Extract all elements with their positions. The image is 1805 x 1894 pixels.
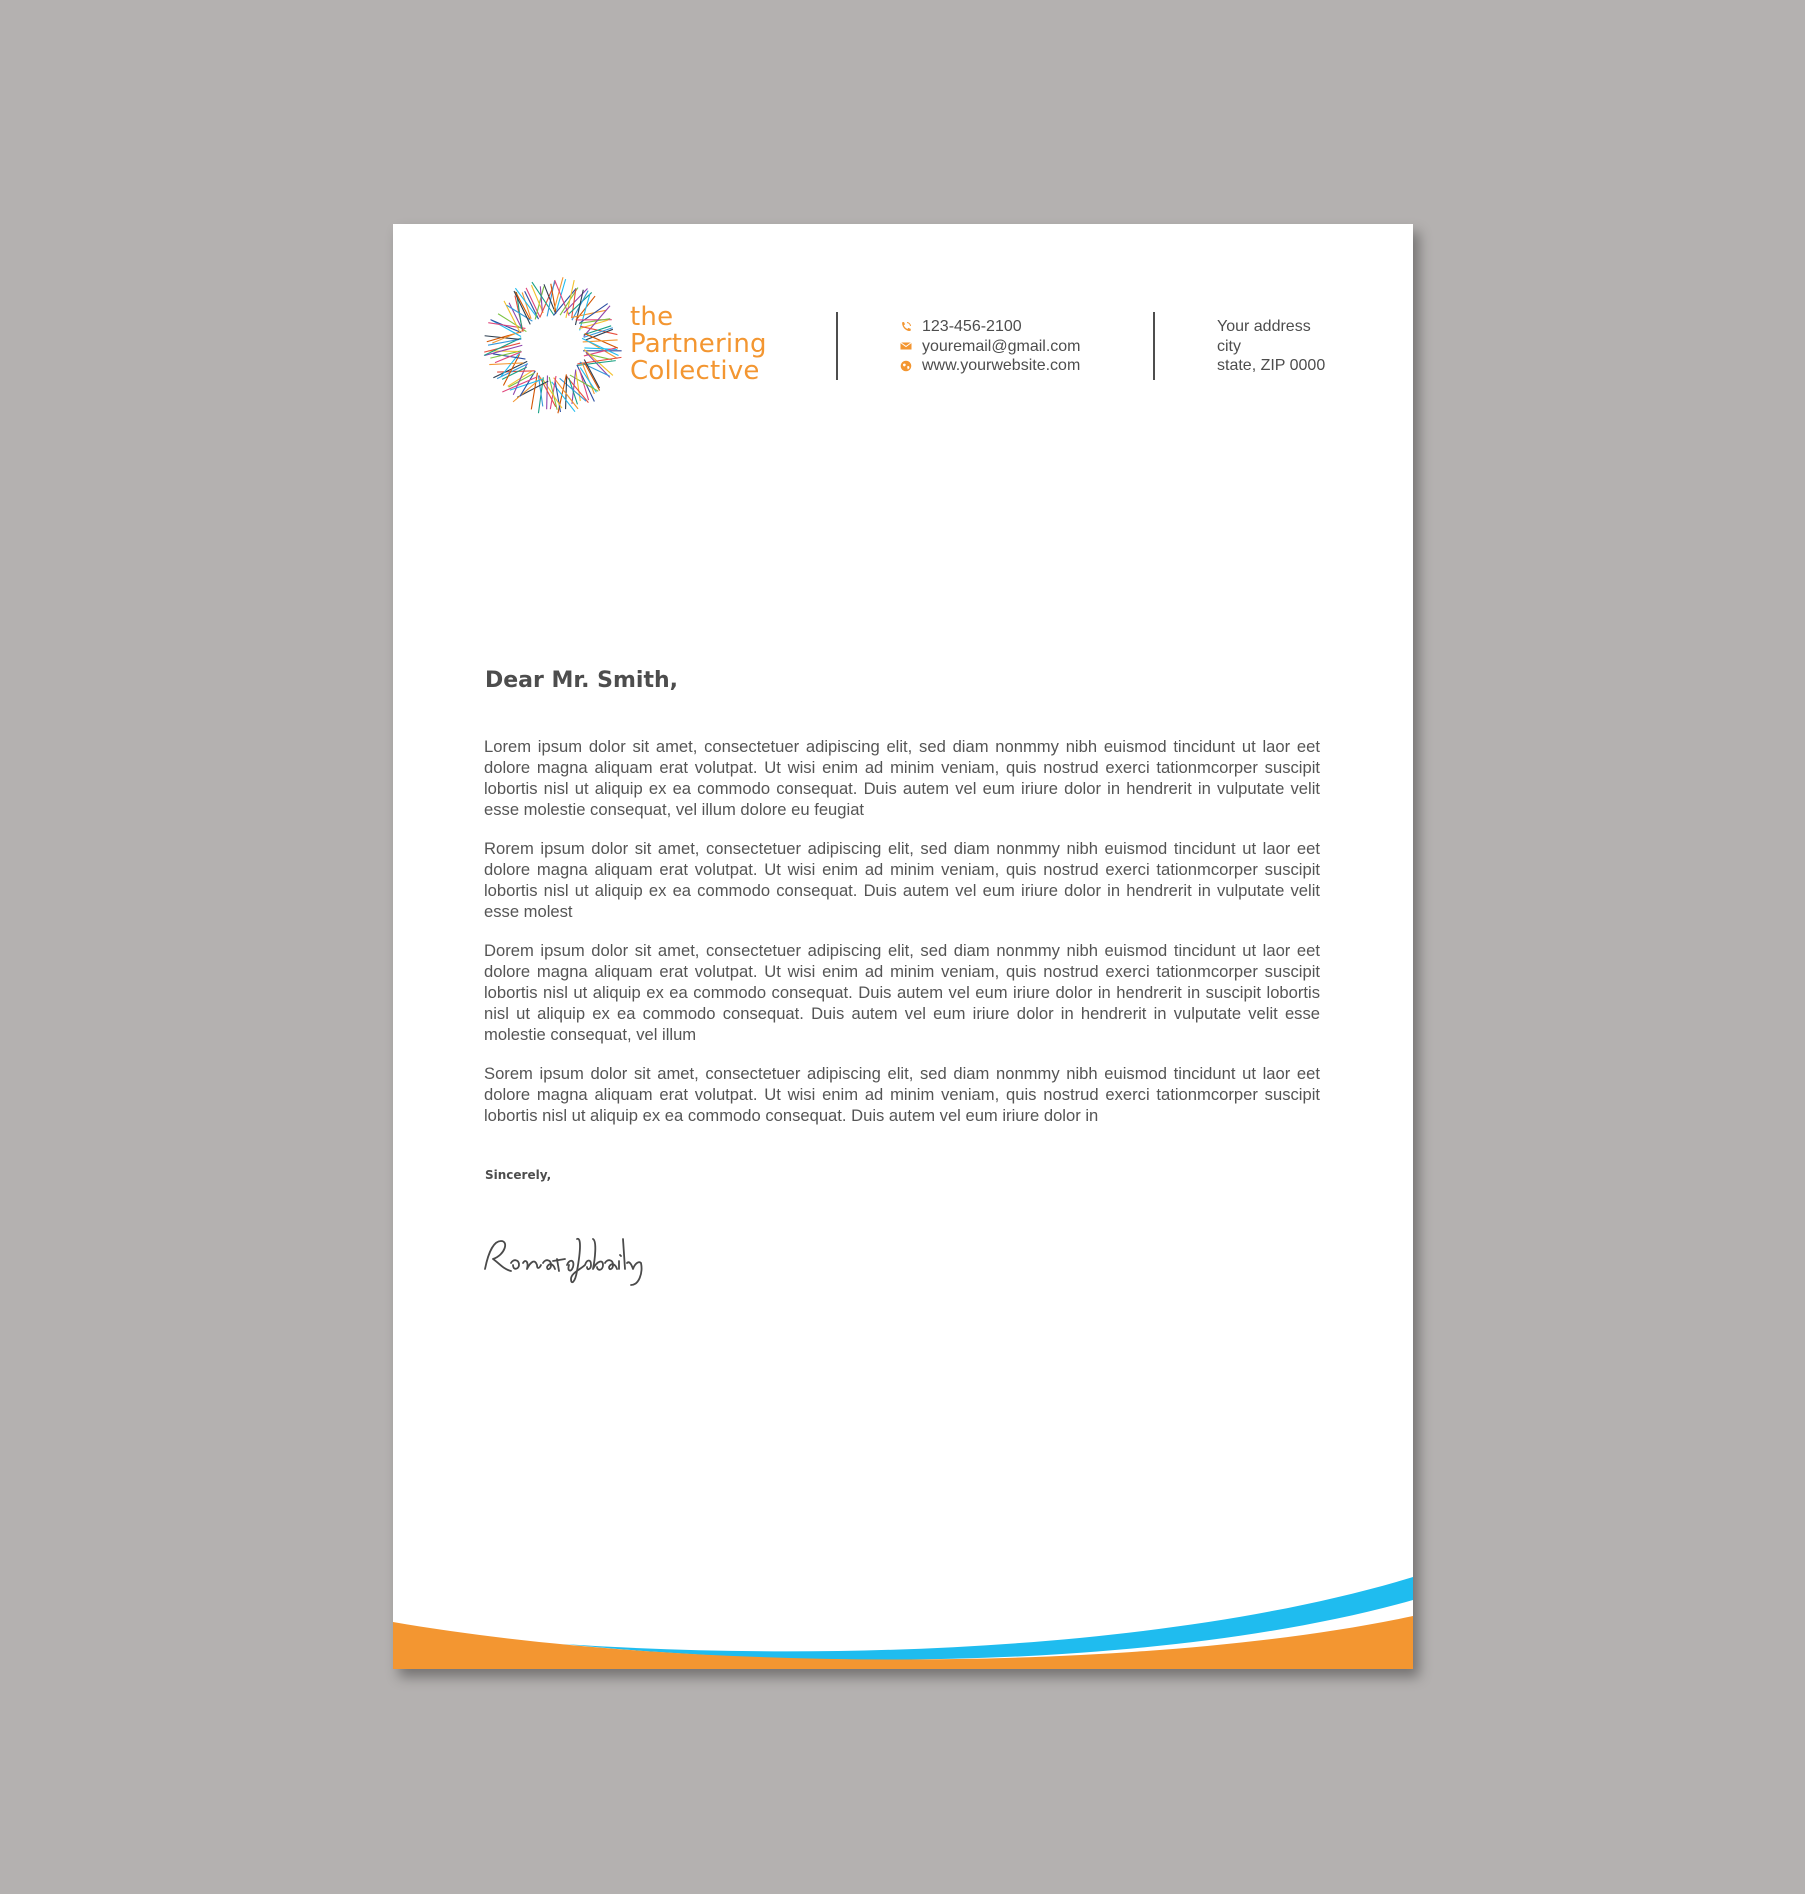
header-divider bbox=[836, 312, 838, 380]
logo-ray bbox=[492, 320, 521, 336]
logo-ray bbox=[489, 363, 523, 365]
globe-icon bbox=[900, 360, 912, 372]
letter-salutation: Dear Mr. Smith, bbox=[485, 668, 679, 693]
email-icon bbox=[900, 340, 912, 352]
paragraph: Rorem ipsum dolor sit amet, consectetuer adipiscing elit, sed diam nonmmy nibh euismod tincidunt ut laor eet dolore magna aliquam erat volutpat. Ut wisi enim ad minim veniam, quis nostrud exerci tationmcorper suscipit lobortis nisl ut aliquip ex ea commodo consequat. Duis autem vel eum iriure dolor in hendrerit in vulputate velit esse molest bbox=[484, 839, 1320, 921]
letterhead-page bbox=[393, 224, 1413, 1669]
logo-ray bbox=[586, 352, 610, 377]
brand-line-1: the bbox=[630, 302, 674, 332]
logo-ray bbox=[576, 371, 581, 401]
phone-icon bbox=[900, 321, 912, 333]
contact-website-row[interactable] bbox=[900, 356, 1081, 376]
logo-ray bbox=[510, 379, 542, 390]
logo-ray bbox=[569, 378, 578, 404]
letter-closing: Sincerely, bbox=[485, 1168, 552, 1182]
handwritten-signature bbox=[481, 1229, 661, 1289]
logo-ray bbox=[549, 377, 557, 410]
footer-wave-decoration bbox=[393, 1534, 1413, 1669]
address-divider bbox=[1153, 312, 1155, 380]
paragraph: Lorem ipsum dolor sit amet, consectetuer adipiscing elit, sed diam nonmmy nibh euismod tincidunt ut laor eet dolore magna aliquam erat volutpat. Ut wisi enim ad minim veniam, quis nostrud exerci tationmcorper suscipit lobortis nisl ut aliquip ex ea commodo consequat. Duis autem vel eum iriure dolor in hendrerit in vulputate velit esse molestie consequat, vel illum dolore eu feugiat bbox=[484, 737, 1320, 819]
brand-line-3: Collective bbox=[630, 356, 760, 386]
logo-ray bbox=[584, 326, 611, 335]
email-address: youremail@gmail.com bbox=[922, 337, 1081, 355]
contact-phone-row[interactable] bbox=[900, 317, 1081, 337]
logo-ray bbox=[497, 371, 535, 372]
website-url: www.yourwebsite.com bbox=[922, 357, 1081, 374]
brand-line-2: Partnering bbox=[630, 329, 767, 359]
brand-name bbox=[630, 304, 767, 385]
contact-email-row[interactable] bbox=[900, 337, 1081, 357]
sunburst-logo-icon bbox=[483, 276, 623, 416]
address-block bbox=[1217, 317, 1325, 376]
phone-number: 123-456-2100 bbox=[922, 318, 1022, 335]
paragraph: Sorem ipsum dolor sit amet, consectetuer adipiscing elit, sed diam nonmmy nibh euismod tincidunt ut laor eet dolore magna aliquam erat volutpat. Ut wisi enim ad minim veniam, quis nostrud exerci tationmcorper suscipit lobortis nisl ut aliquip ex ea commodo consequat. Duis autem vel eum iriure dolor in bbox=[484, 1064, 1320, 1125]
address-line-1: Your address bbox=[1217, 318, 1311, 335]
paragraph: Dorem ipsum dolor sit amet, consectetuer adipiscing elit, sed diam nonmmy nibh euismod tincidunt ut laor eet dolore magna aliquam erat volutpat. Ut wisi enim ad minim veniam, quis nostrud exerci tationmcorper suscipit lobortis nisl ut aliquip ex ea commodo consequat. Duis autem vel eum iriure dolor in hendrerit in suscipit lobortis nisl ut aliquip ex ea commodo consequat. Duis autem vel eum iriure dolor in hendrerit in vulputate velit esse molestie consequat, vel illum bbox=[484, 941, 1320, 1044]
contact-block bbox=[900, 317, 1081, 376]
address-line-3: state, ZIP 0000 bbox=[1217, 357, 1326, 374]
letter-body bbox=[484, 736, 1320, 1144]
address-line-2: city bbox=[1217, 337, 1241, 355]
logo-ray bbox=[547, 376, 548, 410]
